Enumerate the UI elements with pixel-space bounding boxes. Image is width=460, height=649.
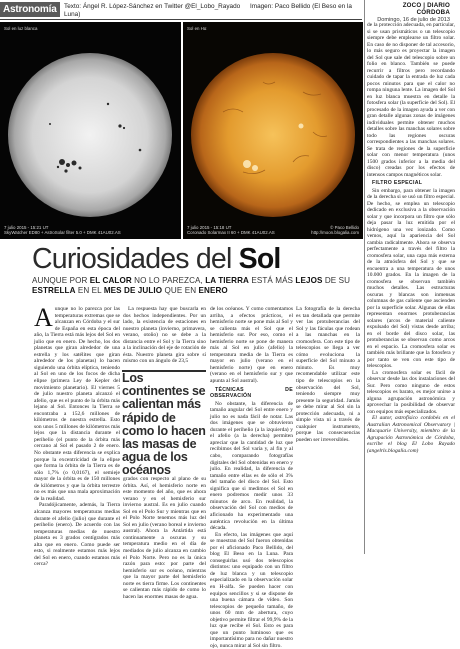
sun-h-alpha-image: [183, 22, 363, 239]
headline-light: Curiosidades del: [32, 243, 239, 275]
article-column-4: [296, 306, 360, 554]
header-rule: [0, 19, 362, 20]
newspaper-masthead: [374, 2, 450, 23]
article-column-3: [210, 306, 293, 649]
article-headline: [32, 244, 332, 274]
subhead-observation: TÉCNICAS DE OBSERVACIÓN: [210, 386, 293, 400]
article-column-1: [34, 303, 120, 568]
paragraph: La cromosfera solar es fácil de observar desde las dos instalaciones del Sur. Pero como ninguno de estos telescopios es barato, es mejor unirse a alguna agrupación astronómica y aprovechar la posibilidad de observar con equipos más especializados.: [367, 369, 455, 415]
photo-left-caption-line1: 7 julio 2015 - 15:21 UT: [4, 224, 49, 230]
photo-right-credit-name: © Paco Bellido: [330, 224, 359, 230]
photo-right-caption-line2: Coronado Solarmax II 60 + DMK 41AU02.AS: [187, 229, 275, 235]
deck-part: DE SU: [322, 276, 351, 285]
side-column-rule: [364, 0, 365, 554]
photo-right-url: http://moon.blogalia.com: [311, 229, 359, 235]
paragraph: [34, 303, 120, 502]
text-credit: Texto: Ángel R. López-Sánchez en Twitter @El_Lobo_Rayado: [64, 3, 241, 10]
drop-cap: A: [34, 303, 53, 332]
sun-disk: [8, 53, 172, 217]
credits-line: [64, 3, 364, 19]
newspaper-name: ZOCO | DIARIO CÓRDOBA: [402, 2, 450, 16]
deck-part: ESTÁ MÁS: [248, 276, 296, 285]
deck-part: EN EL: [75, 286, 104, 295]
photo-right-credit: [311, 225, 359, 235]
article-deck: [32, 276, 360, 296]
subhead-filter: FILTRO ESPECIAL: [372, 180, 423, 186]
article-column-2: [123, 306, 206, 368]
issue-date: Domingo, 16 de julio de 2013: [377, 17, 450, 23]
sun-white-light-image: [0, 22, 181, 239]
section-label: Astronomía: [0, 2, 60, 17]
deck-part: NO LO PAREZCA,: [131, 276, 206, 285]
pullquote: Los continentes se calientan más rápido de como lo hacen las masas de agua de los océanos: [122, 371, 206, 478]
deck-bold: ESTRELLA: [32, 286, 76, 295]
page-header: [0, 0, 460, 22]
photo-sun-white-light: [0, 22, 181, 239]
deck-part: QUE EN: [162, 286, 199, 295]
paragraph: de los océanos. Y como comentamos arriba, a efectos prácticos, el hemisferio norte se pone más al Sol y se calienta más el Sol que el hemisferio sur. Por eso, como el hemisferio norte se pone de manera más al Sol en julio (afelio) la temperatura media de la Tierra es mayor en julio (verano en el hemisferio norte) que en enero (verano en el hemisferio sur y que apunta al Sol austral).: [210, 306, 293, 385]
paragraph: grados con respecto al plano de su órbita. Así, el hemisferio norte en este momento del año, que es ahora verano y en el hemisferio sur invierno austral. Es en julio cuando Sol en el Polo Sur y mientras que en el Polo Norte tenemos más luz del Sol en julio (verano boreal e invierno austral). Ahora la Antártida está continuamente a oscuras y su temperatura medio en el día de mediados de julio alcanza en cambio el Polo Norte. Pero no es la única razón para esto: por parte del hemisferio sur es océano, mientras que la mayor parte del hemisferio norte es tierra firme. Los continentes se calientan más rápido de como lo hacen las enormes masas de agua.: [123, 476, 206, 600]
paragraph: La fotografía de la derecha es tan detallada que permite ver las protuberancias del Sol y las fáculas que rodean a las manchas en la cromosfera. Con este tipo de telescopios se llega a ver cómo evoluciona la superficie del Sol minuto a minuto. Es muy recomendable utilizar este tipo de telescopios en la observación del Sol, teniendo siempre muy presente la seguridad. Jamás se debe mirar al Sol sin la protección adecuada, ni a simple vista ni a través de cualquier instrumento, porque las consecuencias pueden ser irreversibles.: [296, 306, 360, 443]
author-bio: El autor, astrofísico cordobés en el Australian Astronomical Observatory | Macquarie University, miembro de la Agrupación Astronómica de Córdoba, escribe el blog El Lobo Rayado (angelrls.blogalia.com): [367, 415, 455, 454]
deck-bold: LEJOS: [295, 276, 323, 285]
sun-disk-h-alpha: [191, 53, 355, 217]
photo-right-caption: [187, 225, 275, 235]
image-credit: Imagen: Paco Bellido (El Beso en la Luna): [64, 3, 352, 18]
side-column: [367, 22, 455, 554]
headline-bold: Sol: [238, 243, 281, 275]
photo-right-caption-line1: 7 julio 2015 - 15:18 UT: [187, 224, 232, 230]
deck-part: AUNQUE POR: [32, 276, 90, 285]
photo-sun-h-alpha: [183, 22, 363, 239]
paragraph: Paradójicamente, además, la Tierra alcanza mayores temperaturas medias durante el afelio (julio) que durante el perihelio (enero). De acuerdo con las temperaturas medias de nuestro planeta es 3 grados centígrados más alta que en enero. Como puede ser esto, si realmente estamos más lejos del Sol en enero, cuando estamos más cerca?: [34, 502, 120, 568]
photo-left-label: Sol en luz blanca: [4, 26, 38, 31]
deck-bold: LA TIERRA: [205, 276, 249, 285]
paragraph: La respuesta hay que buscarla en dos hechos independientes. Por un lado, la existencia de estaciones en nuestro planeta (invierno, primavera, verano, otoño) no se debe a la distancia entre el Sol y la Tierra sino a la inclinación del eje de rotación de ésta. Nuestro planeta gira sobre sí mismo con un ángulo de 23,5: [123, 306, 206, 365]
paragraph: No obstante, la diferencia de tamaño angular del Sol entre enero y julio no es nada fácil de notar. Las dos imágenes que se obtuvieron durante el perihelio (a la izquierda) y el afelio (a la derecha) permiten apreciar que la cantidad de luz que recibimos del Sol varía y, al fin y al cabo, comparando fotografías digitales del Sol obtenidas en enero y julio. En realidad, la diferencia de tamaño entre ellas es de sólo el 3% del tamaño del disco del Sol. Esto significa que si medimos el Sol en enero podremos medir unos 33 minutos de arco. En realidad, la observación del Sol con medios de aficionado ha experimentado una auténtica revolución en la última década.: [210, 400, 293, 532]
photo-left-caption: [4, 225, 121, 235]
paragraph: En efecto, las imágenes que aquí se muestran del Sol fueron obtenidas por el aficionado Paco Bellido, del blog El Beso en la Luna. Para conseguirlas usó dos telescopios distintos: uno equipado con un filtro de luz blanca y un telescopio especializado en la observación solar en H-alfa. Se pueden hacer con equipos sencillos y si se dispone de una buena cámara de vídeo. Son telescopios de pequeño tamaño, de unos 60 mm de abertura, cuyo objetivo permite filtrar el 99,9% de la luz que recibe el Sol. Esto es para que un punto luminoso que es importantísimo para no dañar nuestro ojo, nunca mirar al Sol sin filtro.: [210, 531, 293, 649]
article-column-2-continued: [123, 476, 206, 600]
paragraph: de la protección adecuada, en particular, si se usan prismáticos o un telescopio siempre debe emplearse un filtro solar. En caso de no disponer de tal accesorio, lo más seguro es proyectar la imagen del Sol que sale del telescopio sobre un folio en blanco. También se puede recurrir a filtros pero recordando cuidado de tapar la entrada de luz cada pocos minutos para que el calor no rompa ninguna lente. La imagen del Sol en luz blanca muestra en detalle la fotosfera solar (la superficie del Sol). El procesado de la imagen ayuda a ver con gran detalle algunas zonas de imágenes individuales permite obtener muchos detalles sobre las manchas solares sobre todo las regiones oscuras correspondientes a las manchas solares. Se trata de regiones de la superficie solar con menor temperatura (unos 1500 grados inferior a la media del disco) creadas por los efectos de intensos campos magnéticos solar.: [367, 22, 455, 178]
deck-bold: EL CALOR: [89, 276, 132, 285]
deck-bold: ENERO: [198, 286, 228, 295]
paragraph-text: unque no lo parezca por las temperaturas extremas que se alcanzan en Córdoba y el sur de España en esta época del año, la Tierra está más lejos del Sol en julio que en enero. De hecho, los dos planetas que giran alrededor de una estrella y los satélites que giran alrededor de los planetas) lo hacen siguiendo una órbita elíptica, teniendo al Sol en uno de los focos de dicha elipse (primera Ley de Kepler del movimiento planetario). El viernes 5 de julio nuestro planeta alcanzó el afelio, que es el punto de la órbita más lejano al Sol. Entonces la Tierra se encontraba a 152,6 millones de kilómetros de nuestra estrella. Esto son unos 5 millones de kilómetros más lejos que la distancia durante el perihelio (el punto de la órbita más cercano al Sol el pasado 2 de enero. No obstante esta diferencia se explica porque la excentricidad de la elipse que forma la órbita de la Tierra es de sólo 1,7% (o 0,0167), el semieje mayor de la órbita es de 150 millones de kilómetros y que la órbita terrestre no es más que una mala aproximación de la realidad.: [34, 306, 120, 502]
photo-left-caption-line2: SkyWatcher ED80 + AstroSolar filter 5.0 + DMK 41AU02.AS: [4, 229, 121, 235]
paragraph: Sin embargo, para obtener la imagen de la derecha si se usó un filtro especial. De hecho, se emplea un telescopio dedicado en exclusiva a la observación solar y que incorpora un filtro que sólo deja pasar la luz emitida por el hidrógeno una vez ionizado. Como vemos, aquí la apariencia del Sol cambia radicalmente. Ahora se observa perfectamente a través del filtro la cromosfera solar, una capa más externa de la atmósfera del Sol y que se encuentra a una temperatura de unos 10.000 grados. En la imagen de la cromosfera se observan también muchos detalles. Las estructuras oscuras y blancas son inmensas columnas de gas caliente que ascienden por la superficie solar. Algunas de ellas representan enormes protuberancias solares (arcos de material caliente expulsado del Sol) vistas desde arriba; en el borde del disco solar, las protuberancias se observan como arcos en el espacio. La cromosfera solar es también más brillante que la fotosfera y por tanto se ven con este tipo de telescopios.: [367, 187, 455, 369]
photo-right-label: Sol en Hα: [187, 26, 207, 31]
deck-bold: MES DE JULIO: [103, 286, 163, 295]
